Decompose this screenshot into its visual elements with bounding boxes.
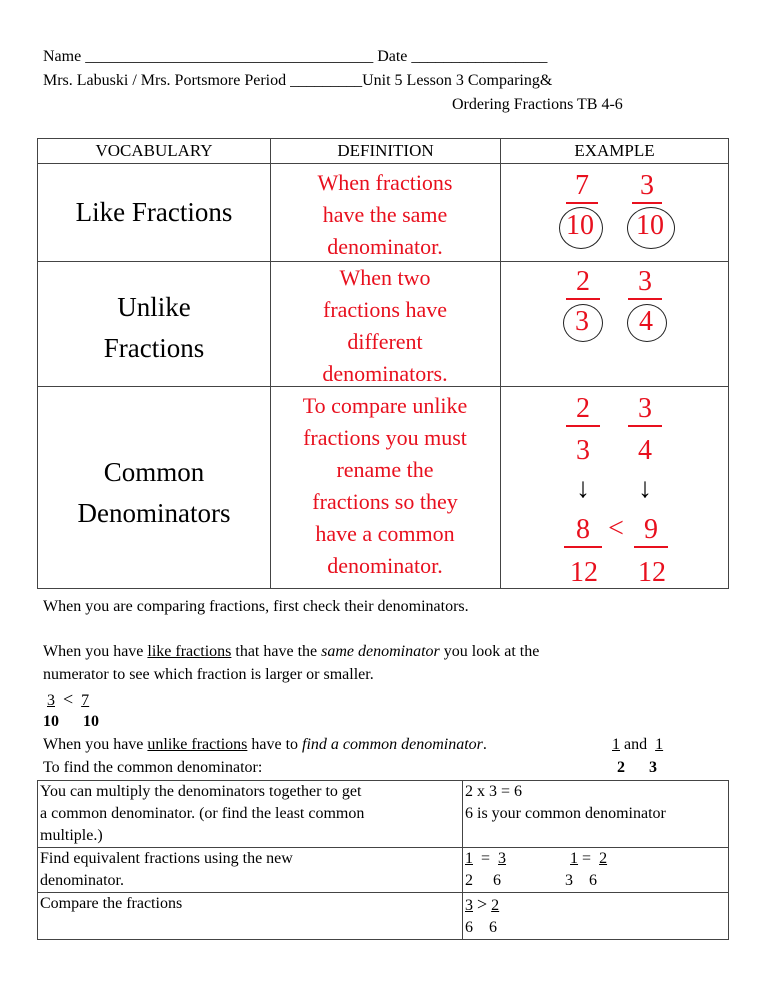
note-like-fractions: When you have like fractions that have the same denominator you look at the <box>43 643 540 660</box>
work-compare: 3 > 2 6 6 <box>463 893 729 940</box>
term-common: Common Denominators <box>77 457 231 528</box>
col-vocabulary: VOCABULARY <box>38 139 271 164</box>
common-den-2: 4 <box>638 435 652 466</box>
arrow-down-icon: ↓ <box>638 473 652 504</box>
common-result-den-1: 12 <box>570 557 598 588</box>
work-multiply: 2 x 3 = 6 6 is your common denominator <box>463 781 729 848</box>
note-unlike-fractions: When you have unlike fractions have to find a common denominator. <box>43 736 487 753</box>
common-num-1: 2 <box>566 393 600 427</box>
work-equivalent: 1 = 3 1 = 2 2 6 3 6 <box>463 848 729 893</box>
like-fractions-term: like fractions <box>147 643 232 660</box>
col-definition: DEFINITION <box>271 139 501 164</box>
definition-unlike: When two fractions have different denominators. <box>322 265 448 386</box>
unlike-num-1: 2 <box>566 266 600 300</box>
name-label: Name <box>43 48 82 65</box>
example-like-fractions <box>501 164 729 262</box>
term-unlike: Unlike Fractions <box>103 292 205 363</box>
table-row <box>38 893 729 940</box>
unlike-den-1: 3 <box>575 306 589 337</box>
step-multiply: You can multiply the denominators together to get a common denominator. (or find the least common multiple.) <box>38 781 463 848</box>
date-label: Date <box>377 48 408 65</box>
like-den-1: 10 <box>566 210 594 241</box>
step-compare: Compare the fractions <box>38 893 463 940</box>
like-example-bottom: 10 10 <box>43 713 99 730</box>
name-line <box>43 47 547 66</box>
unlike-fractions-term: unlike fractions <box>147 736 248 753</box>
like-num-1: 7 <box>566 170 598 204</box>
arrow-down-icon: ↓ <box>576 473 590 504</box>
unlike-num-2: 3 <box>628 266 662 300</box>
like-num-2: 3 <box>632 170 662 204</box>
step-equivalent: Find equivalent fractions using the new denominator. <box>38 848 463 893</box>
unlike-example-top: 1 and 1 <box>612 736 664 753</box>
definition-like: When fractions have the same denominator. <box>317 170 453 259</box>
like-example-top: 3 < 7 <box>47 689 90 709</box>
table-row <box>38 781 729 848</box>
note-check-denominators: When you are comparing fractions, first check their denominators. <box>43 598 469 615</box>
common-den-1: 3 <box>576 435 590 466</box>
period-blank[interactable]: _________ <box>290 72 363 89</box>
unlike-example-bottom: 2 3 <box>617 759 657 776</box>
common-result-den-2: 12 <box>638 557 666 588</box>
teachers-label: Mrs. Labuski / Mrs. Portsmore Period <box>43 72 287 89</box>
steps-table <box>37 780 729 940</box>
col-example: EXAMPLE <box>501 139 729 164</box>
term-like-fractions: Like Fractions <box>38 164 271 262</box>
unit-title-2: Ordering Fractions TB 4-6 <box>452 96 623 113</box>
unlike-den-2: 4 <box>639 306 653 337</box>
example-common-denominators <box>501 387 729 589</box>
like-den-2: 10 <box>636 210 664 241</box>
table-row <box>38 848 729 893</box>
name-blank[interactable]: ____________________________________ <box>85 48 374 65</box>
example-unlike-fractions <box>501 262 729 387</box>
unit-title-1: Unit 5 Lesson 3 Comparing& <box>362 72 553 89</box>
definition-common: To compare unlike fractions you must rename the fractions so they have a common denominator. <box>302 393 468 578</box>
common-num-2: 3 <box>628 393 662 427</box>
compare-less-than: < <box>608 513 624 544</box>
common-result-num-2: 9 <box>634 514 668 548</box>
common-result-num-1: 8 <box>564 514 602 548</box>
teacher-line <box>43 71 552 90</box>
date-blank[interactable]: _________________ <box>411 48 548 65</box>
note-find-common: To find the common denominator: <box>43 759 263 776</box>
note-like-line2: numerator to see which fraction is larger or smaller. <box>43 666 374 683</box>
